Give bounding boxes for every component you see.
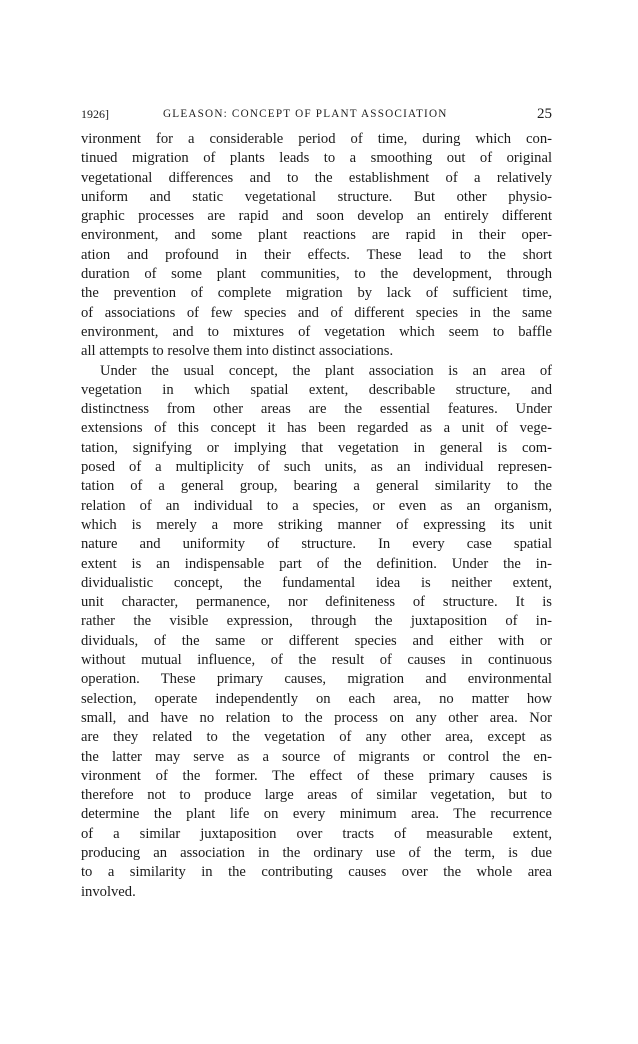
text-line: vironment of the former. The effect of these primary causes is bbox=[81, 767, 552, 784]
text-line: vegetational differences and to the establishment of a relatively bbox=[81, 169, 552, 186]
text-line: the latter may serve as a source of migrants or control the en- bbox=[81, 748, 552, 765]
text-line: rather the visible expression, through the juxtaposition of in- bbox=[81, 613, 552, 630]
text-line: extensions of this concept it has been regarded as a unit of vege- bbox=[81, 420, 552, 437]
text-line: selection, operate independently on each area, no matter how bbox=[81, 690, 552, 707]
text-line: determine the plant life on every minimum area. The recurrence bbox=[81, 806, 552, 823]
text-line: producing an association in the ordinary use of the term, is due bbox=[81, 844, 552, 861]
text-line: unit character, permanence, nor definiteness of structure. It is bbox=[81, 594, 552, 611]
text-line: of a similar juxtaposition over tracts of measurable extent, bbox=[81, 825, 552, 842]
text-line: tation, signifying or implying that vegetation in general is com- bbox=[81, 439, 552, 456]
text-line: to a similarity in the contributing causes over the whole area bbox=[81, 864, 552, 881]
text-line: graphic processes are rapid and soon develop an entirely different bbox=[81, 208, 552, 225]
text-line: uniform and static vegetational structure. But other physio- bbox=[81, 188, 552, 205]
text-line: environment, and to mixtures of vegetation which seem to baffle bbox=[81, 323, 552, 340]
text-line: duration of some plant communities, to the development, through bbox=[81, 266, 552, 283]
text-line: ation and profound in their effects. These lead to the short bbox=[81, 246, 552, 263]
text-line: extent is an indispensable part of the definition. Under the in- bbox=[81, 555, 552, 572]
text-line: all attempts to resolve them into distinct associations. bbox=[81, 343, 394, 360]
running-head-title: GLEASON: CONCEPT OF PLANT ASSOCIATION bbox=[163, 108, 448, 120]
text-line: relation of an individual to a species, or even as an organism, bbox=[81, 497, 552, 514]
text-line: vegetation in which spatial extent, describable structure, and bbox=[81, 381, 552, 398]
body-text bbox=[81, 130, 552, 902]
text-line: environment, and some plant reactions are rapid in their oper- bbox=[81, 227, 552, 244]
text-line: without mutual influence, of the result of causes in continuous bbox=[81, 652, 552, 669]
text-line: operation. These primary causes, migration and environmental bbox=[81, 671, 552, 688]
page-number: 25 bbox=[537, 106, 552, 122]
running-head bbox=[81, 104, 552, 124]
text-line: dividuals, of the same or different species and either with or bbox=[81, 632, 552, 649]
text-line: posed of a multiplicity of such units, as an individual represen- bbox=[81, 459, 552, 476]
text-line: the prevention of complete migration by lack of sufficient time, bbox=[81, 285, 552, 302]
text-line: which is merely a more striking manner of expressing its unit bbox=[81, 516, 552, 533]
text-line: Under the usual concept, the plant association is an area of bbox=[100, 362, 552, 379]
text-line: of associations of few species and of different species in the same bbox=[81, 304, 552, 321]
text-line: tinued migration of plants leads to a smoothing out of original bbox=[81, 150, 552, 167]
text-line: are they related to the vegetation of any other area, except as bbox=[81, 729, 552, 746]
text-line: nature and uniformity of structure. In every case spatial bbox=[81, 536, 552, 553]
text-line: therefore not to produce large areas of similar vegetation, but to bbox=[81, 787, 552, 804]
text-line: dividualistic concept, the fundamental idea is neither extent, bbox=[81, 574, 552, 591]
text-line: tation of a general group, bearing a general similarity to the bbox=[81, 478, 552, 495]
text-line: distinctness from other areas are the essential features. Under bbox=[81, 401, 552, 418]
text-line: small, and have no relation to the process on any other area. Nor bbox=[81, 709, 552, 726]
running-head-year: 1926] bbox=[81, 107, 109, 121]
text-line: involved. bbox=[81, 883, 136, 900]
text-line: vironment for a considerable period of time, during which con- bbox=[81, 131, 552, 147]
